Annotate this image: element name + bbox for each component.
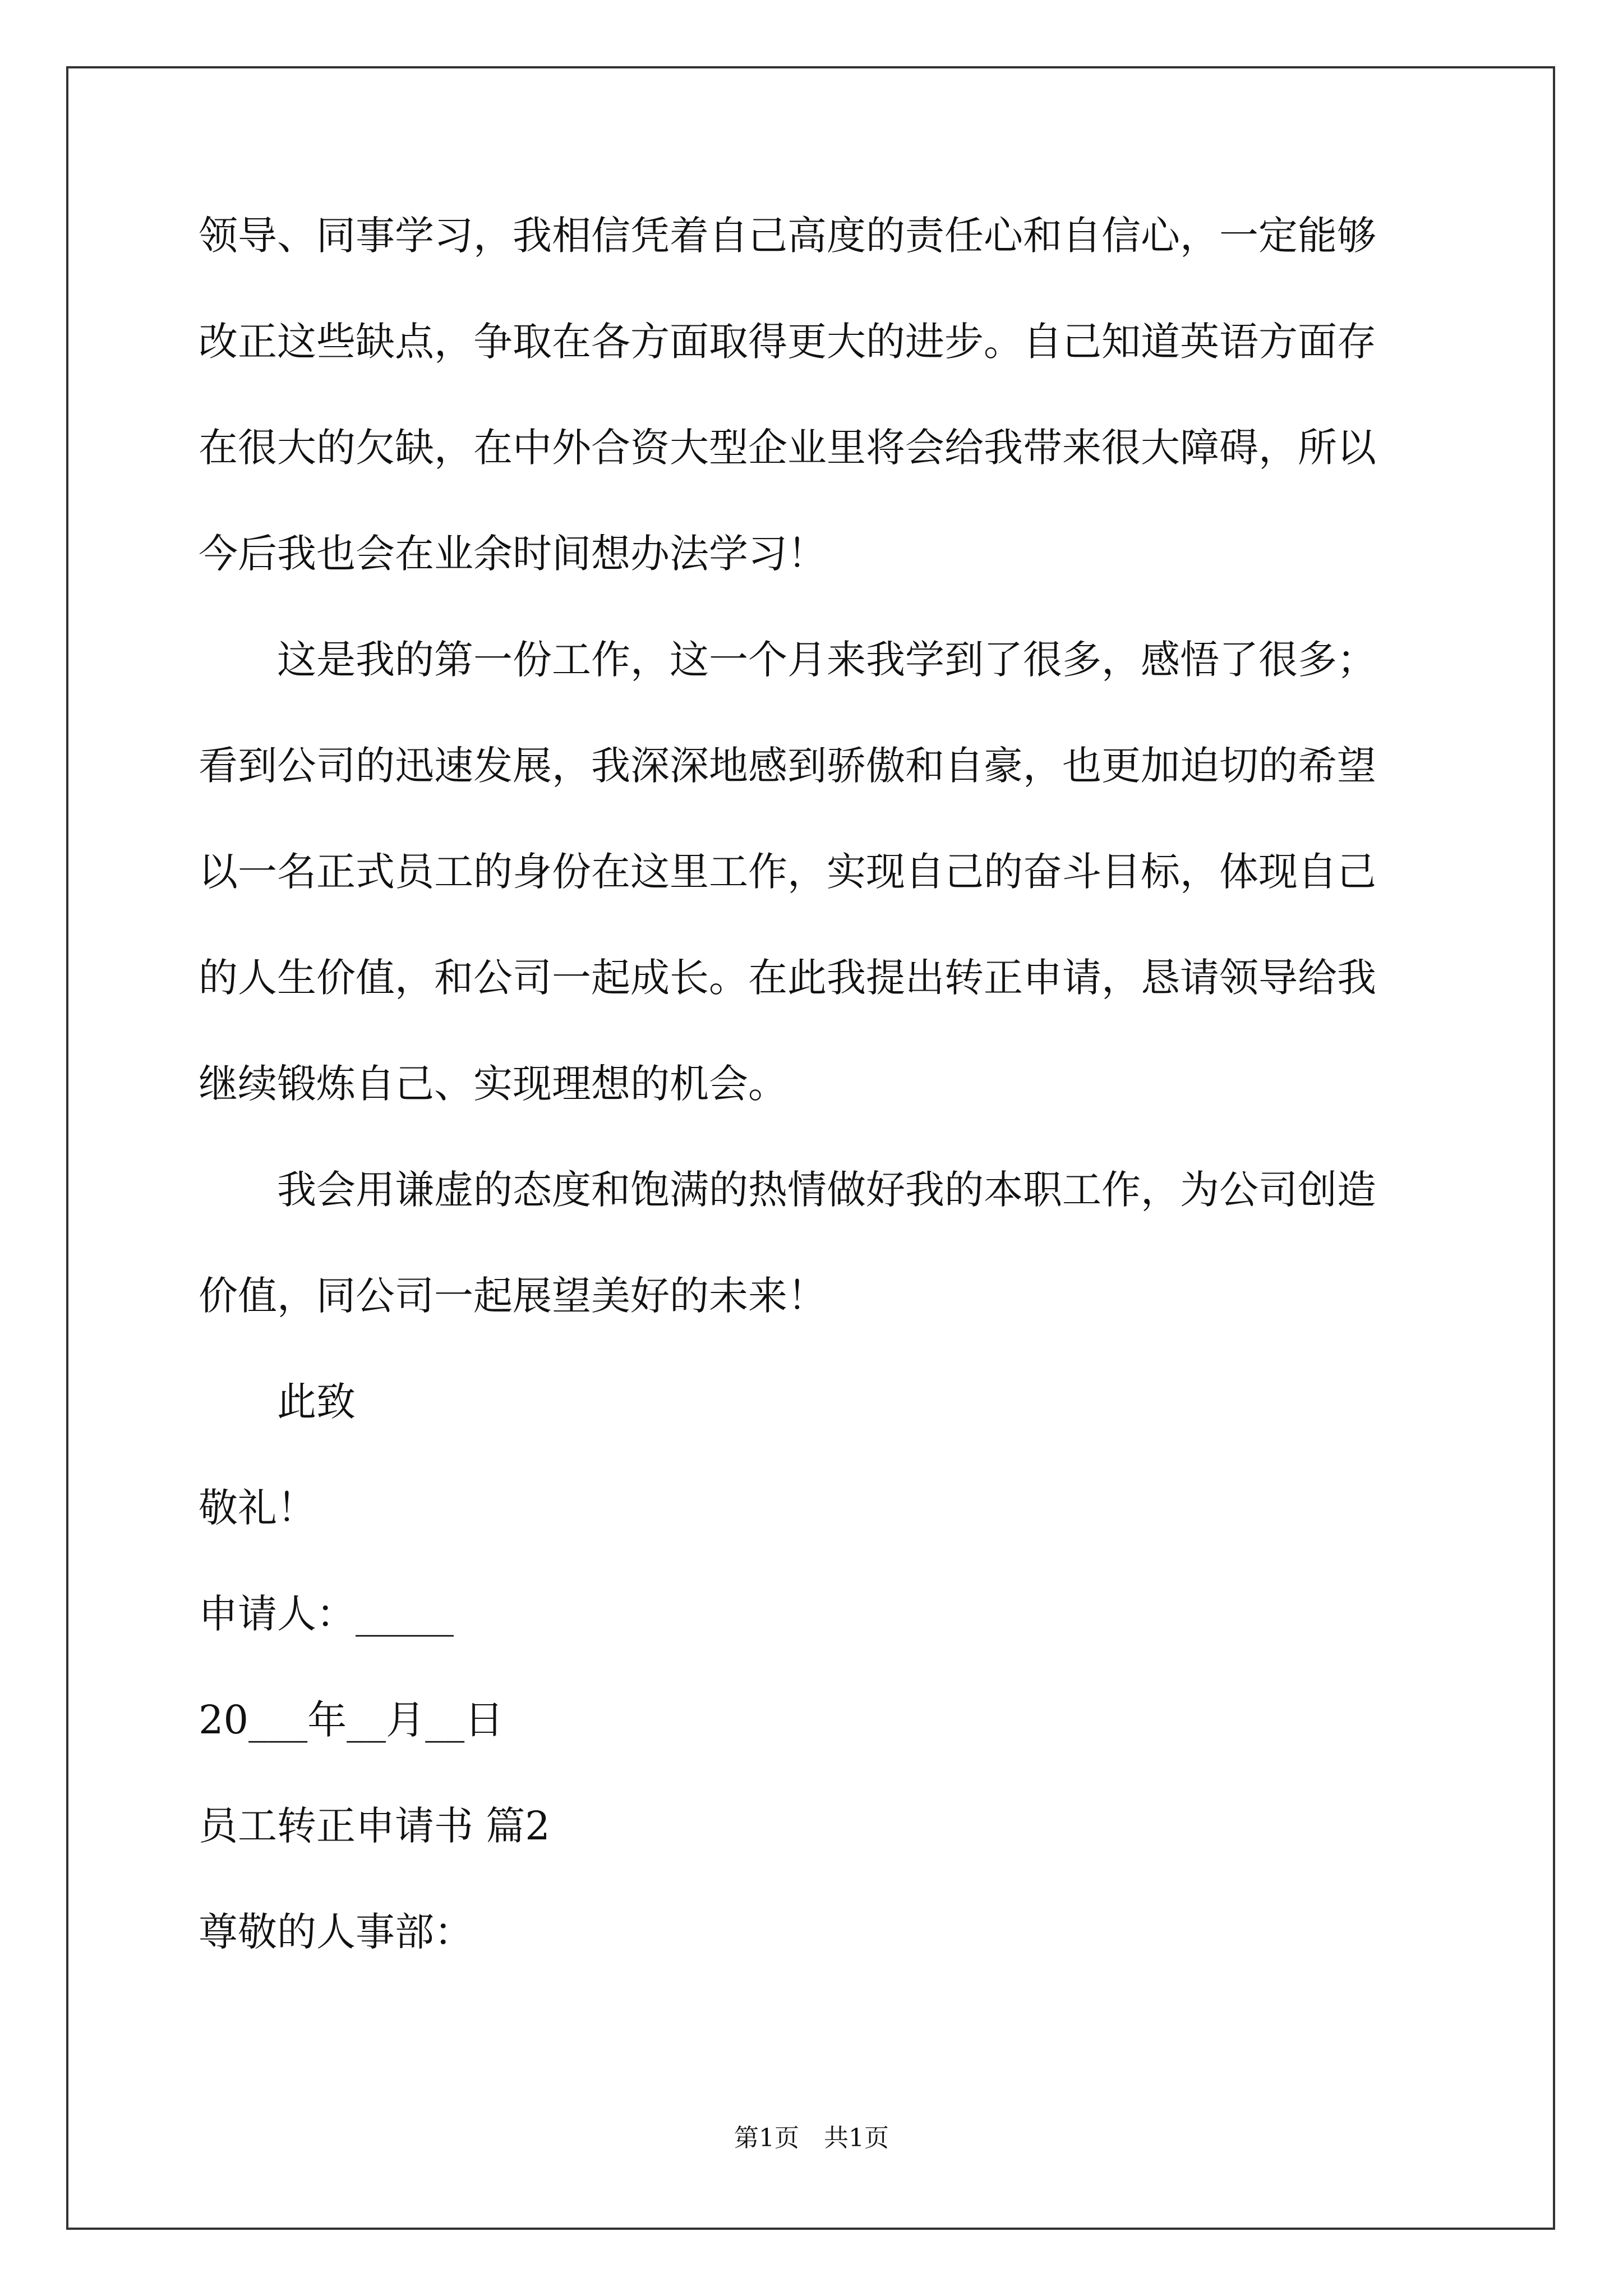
paragraph-line: 继续锻炼自己、实现理想的机会。 [199,1061,787,1107]
applicant-signature-line: 申请人：_____ [199,1591,454,1637]
paragraph-line: 价值，同公司一起展望美好的未来！ [199,1273,827,1319]
greeting-line: 尊敬的人事部： [199,1909,473,1955]
paragraph-line: 这是我的第一份工作，这一个月来我学到了很多，感悟了很多； [277,637,1376,683]
date-line: 20___年__月__日 [199,1697,504,1743]
paragraph-line: 在很大的欠缺，在中外合资大型企业里将会给我带来很大障碍，所以 [199,425,1376,471]
document-body [199,208,1424,2010]
closing-regards: 敬礼！ [199,1485,316,1531]
paragraph-line: 我会用谦虚的态度和饱满的热情做好我的本职工作，为公司创造 [277,1167,1376,1213]
section-heading: 员工转正申请书 篇2 [199,1803,550,1849]
paragraph-line: 改正这些缺点，争取在各方面取得更大的进步。自己知道英语方面存 [199,319,1376,365]
paragraph-line: 的人生价值，和公司一起成长。在此我提出转正申请，恳请领导给我 [199,955,1376,1001]
closing-salutation: 此致 [277,1379,356,1425]
page-footer: 第1页 共1页 [734,2124,889,2152]
paragraph-line: 以一名正式员工的身份在这里工作，实现自己的奋斗目标，体现自己 [199,849,1376,895]
paragraph-line: 看到公司的迅速发展，我深深地感到骄傲和自豪，也更加迫切的希望 [199,743,1376,789]
paragraph-line: 领导、同事学习，我相信凭着自己高度的责任心和自信心，一定能够 [199,213,1376,259]
paragraph-line: 今后我也会在业余时间想办法学习！ [199,531,827,577]
